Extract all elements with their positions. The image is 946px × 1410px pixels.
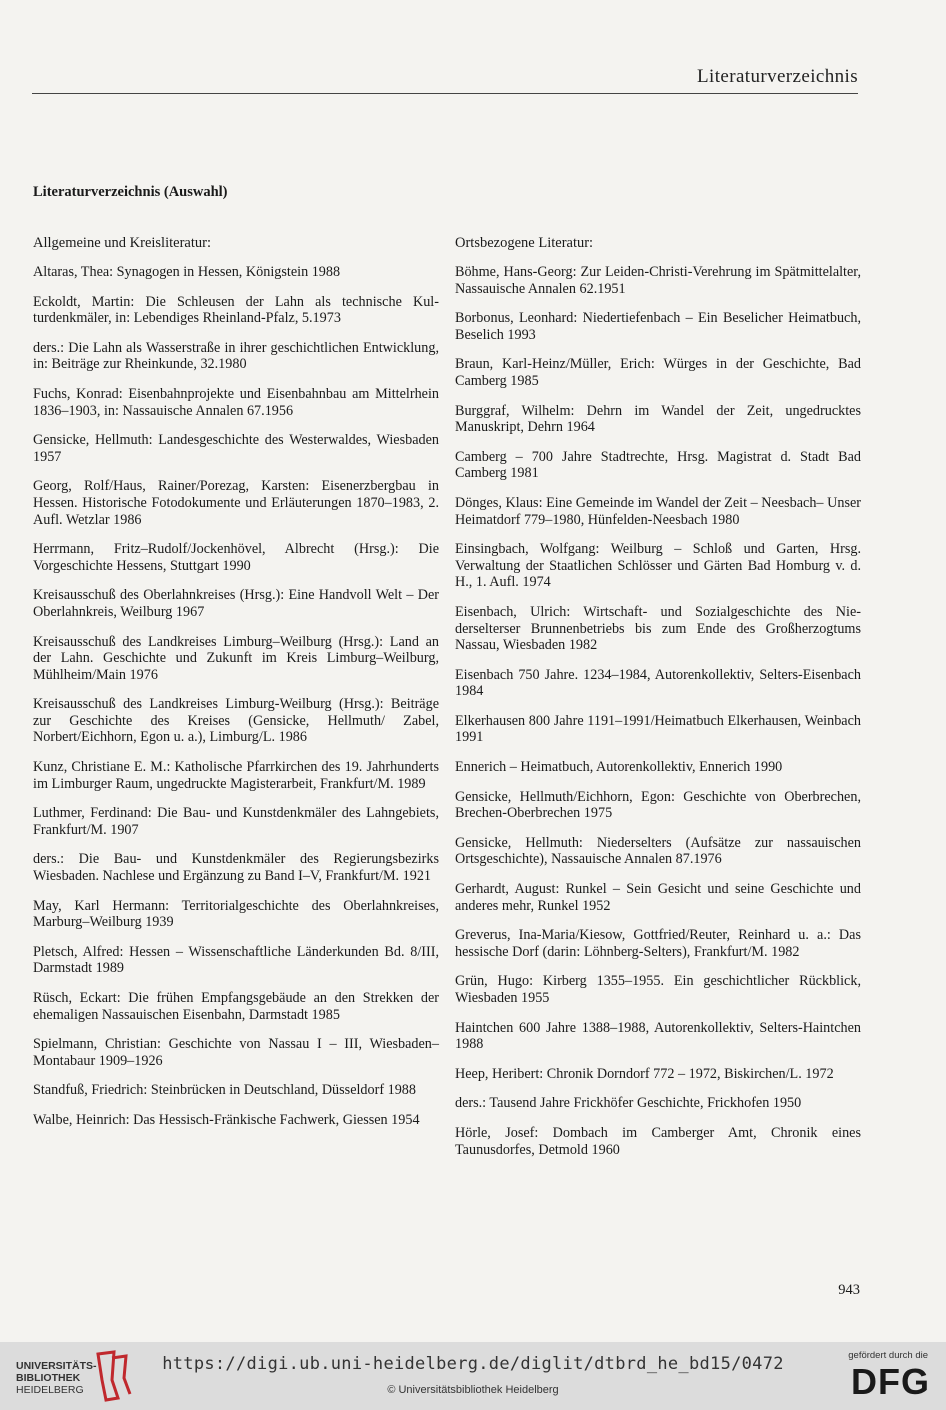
bibliography-entry: Eisenbach 750 Jahre. 1234–1984, Autorenkollektiv, Selters-Eisenbach 1984 [455, 666, 861, 700]
library-name-line1: UNIVERSITÄTS- [16, 1360, 97, 1372]
bibliography-entry: Dönges, Klaus: Eine Gemeinde im Wandel der Zeit – Neesbach– Unser Heimatdorf 779–1980, Hünfelden-Neesbach 1980 [455, 494, 861, 528]
permalink-url[interactable]: https://digi.ub.uni-heidelberg.de/diglit/dtbrd_he_bd15/0472 [162, 1354, 784, 1374]
bibliography-entry: Eckoldt, Martin: Die Schleusen der Lahn als technische Kulturdenkmäler, in: Lebendiges Rheinland-Pfalz, 5.1973 [33, 293, 439, 327]
bibliography-entry: Kreisausschuß des Landkreises Limburg–Weilburg (Hrsg.): Land an der Lahn. Geschichte und Zukunft im Kreis Limburg–Weilburg, Mühlheim/Main 1976 [33, 633, 439, 683]
bibliography-entry: Rüsch, Eckart: Die frühen Empfangsgebäude an den Strekken der ehemaligen Nassauischen Eisenbahn, Darmstadt 1985 [33, 990, 439, 1023]
bibliography-entry: Heep, Heribert: Chronik Dorndorf 772 – 1972, Biskirchen/L. 1972 [455, 1065, 834, 1082]
bibliography-entry: Gerhardt, August: Runkel – Sein Gesicht und seine Geschichte und anderes mehr, Runkel 1952 [455, 881, 861, 914]
bibliography-entry: Kreisausschuß des Landkreises Limburg-Weilburg (Hrsg.): Beiträge zur Geschichte des Kreises (Gensicke, Hellmuth/ Zabel, Norbert/Eichhorn, Egon u. a.), Limburg/L. 1986 [33, 696, 439, 746]
bibliography-entry: Altaras, Thea: Synagogen in Hessen, Königstein 1988 [33, 264, 341, 280]
bibliography-entry: Elkerhausen 800 Jahre 1191–1991/Heimatbuch Elkerhausen, Weinbach 1991 [455, 712, 861, 746]
bibliography-entry: Greverus, Ina-Maria/Kiesow, Gottfried/Reuter, Reinhard u. a.: Das hessische Dorf (darin: Löhnberg-Selters), Frankfurt/M. 1982 [455, 927, 861, 960]
bibliography-entry: Georg, Rolf/Haus, Rainer/Porezag, Karsten: Eisenerzbergbau in Hessen. Historische Fotodokumente und Erläuterungen 1870–1983, 2. Aufl. Wetzlar 1986 [33, 478, 439, 528]
bibliography-entry: ders.: Tausend Jahre Frickhöfer Geschichte, Frickhofen 1950 [455, 1095, 802, 1112]
bibliography-entry: ders.: Die Lahn als Wasserstraße in ihrer geschichtlichen Entwicklung, in: Beiträge zur Rheinkunde, 32.1980 [33, 339, 439, 373]
bibliography-entry: Gensicke, Hellmuth: Niederselters (Aufsätze zur nassauischen Ortsgeschichte), Nassauische Annalen 87.1976 [455, 834, 861, 868]
bibliography-entry: Standfuß, Friedrich: Steinbrücken in Deutschland, Düsseldorf 1988 [33, 1082, 416, 1099]
library-name-line3: HEIDELBERG [16, 1384, 84, 1396]
bibliography-entry: May, Karl Hermann: Territorialgeschichte des Oberlahnkreises, Marburg–Weilburg 1939 [33, 897, 439, 931]
right-column [455, 234, 861, 1171]
bibliography-entry: Pletsch, Alfred: Hessen – Wissenschaftliche Länderkunden Bd. 8/III, Darmstadt 1989 [33, 943, 439, 977]
bibliography-entry: Hörle, Josef: Dombach im Camberger Amt, Chronik eines Taunusdorfes, Detmold 1960 [455, 1124, 861, 1158]
left-column-heading: Allgemeine und Kreisliteratur: [33, 235, 211, 251]
bibliography-entry: Borbonus, Leonhard: Niedertiefenbach – Ein Beselicher Heimatbuch, Beselich 1993 [455, 310, 861, 343]
copyright-notice: © Universitätsbibliothek Heidelberg [387, 1384, 559, 1396]
bibliography-entry: Einsingbach, Wolfgang: Weilburg – Schloß und Garten, Hrsg. Verwaltung der Staatlichen Schlösser und Gärten Bad Homburg v. d. H., 1. Aufl. 1974 [455, 541, 861, 591]
bibliography-entry: Burggraf, Wilhelm: Dehrn im Wandel der Zeit, ungedrucktes Manuskript, Dehrn 1964 [455, 402, 861, 436]
bibliography-entry: Grün, Hugo: Kirberg 1355–1955. Ein geschichtlicher Rückblick, Wiesbaden 1955 [455, 973, 861, 1006]
bibliography-entry: Eisenbach, Ulrich: Wirtschaft- und Sozialgeschichte des Niederselterser Brunnenbetriebs bis zum Ende des Großherzogtums Nassau, Wiesbaden 1982 [455, 603, 861, 654]
section-title: Literaturverzeichnis (Auswahl) [33, 184, 228, 200]
viewer-footer [0, 1342, 946, 1410]
dfg-logo[interactable]: DFG [851, 1361, 930, 1402]
bibliography-entry: Spielmann, Christian: Geschichte von Nassau I – III, Wiesbaden–Montabaur 1909–1926 [33, 1036, 439, 1069]
library-name-line2: BIBLIOTHEK [16, 1372, 81, 1384]
bibliography-entry: Haintchen 600 Jahre 1388–1988, Autorenkollektiv, Selters-Haintchen 1988 [455, 1019, 861, 1053]
bibliography-entry: Fuchs, Konrad: Eisenbahnprojekte und Eisenbahnbau am Mittelrhein 1836–1903, in: Nassauische Annalen 67.1956 [33, 385, 439, 419]
right-column-heading: Ortsbezogene Literatur: [455, 235, 594, 251]
bibliography-entry: ders.: Die Bau- und Kunstdenkmäler des Regierungsbezirks Wiesbaden. Nachlese und Ergänzung zu Band I–V, Frankfurt/M. 1921 [33, 851, 439, 885]
bibliography-entry: Walbe, Heinrich: Das Hessisch-Fränkische Fachwerk, Giessen 1954 [33, 1111, 420, 1128]
bibliography-entry: Braun, Karl-Heinz/Müller, Erich: Würges in der Geschichte, Bad Camberg 1985 [455, 356, 861, 389]
page-number: 943 [838, 1282, 860, 1298]
left-column [33, 234, 439, 1142]
bibliography-entry: Camberg – 700 Jahre Stadtrechte, Hrsg. Magistrat d. Stadt Bad Camberg 1981 [455, 448, 861, 482]
funding-note: gefördert durch die [848, 1350, 928, 1361]
bibliography-entry: Gensicke, Hellmuth: Landesgeschichte des Westerwaldes, Wiesbaden 1957 [33, 432, 439, 465]
bibliography-entry: Böhme, Hans-Georg: Zur Leiden-Christi-Verehrung im Spätmittelalter, Nassauische Annalen 62.1951 [455, 264, 861, 297]
bibliography-entry: Herrmann, Fritz–Rudolf/Jockenhövel, Albrecht (Hrsg.): Die Vorgeschichte Hessens, Stuttgart 1990 [33, 541, 439, 574]
bibliography-entry: Ennerich – Heimatbuch, Autorenkollektiv, Ennerich 1990 [455, 759, 783, 776]
bibliography-entry: Kreisausschuß des Oberlahnkreises (Hrsg.): Eine Handvoll Welt – Der Oberlahnkreis, Weilburg 1967 [33, 587, 439, 620]
bibliography-entry: Kunz, Christiane E. M.: Katholische Pfarrkirchen des 19. Jahrhunderts im Limburger Raum, ungedruckte Magisterarbeit, Frankfurt/M. 1989 [33, 759, 439, 792]
running-title: Literaturverzeichnis [697, 66, 858, 87]
bibliography-entry: Luthmer, Ferdinand: Die Bau- und Kunstdenkmäler des Lahngebiets, Frankfurt/M. 1907 [33, 805, 439, 838]
bibliography-entry: Gensicke, Hellmuth/Eichhorn, Egon: Geschichte von Oberbrechen, Brechen-Oberbrechen 1975 [455, 788, 861, 822]
header-rule [32, 93, 858, 94]
